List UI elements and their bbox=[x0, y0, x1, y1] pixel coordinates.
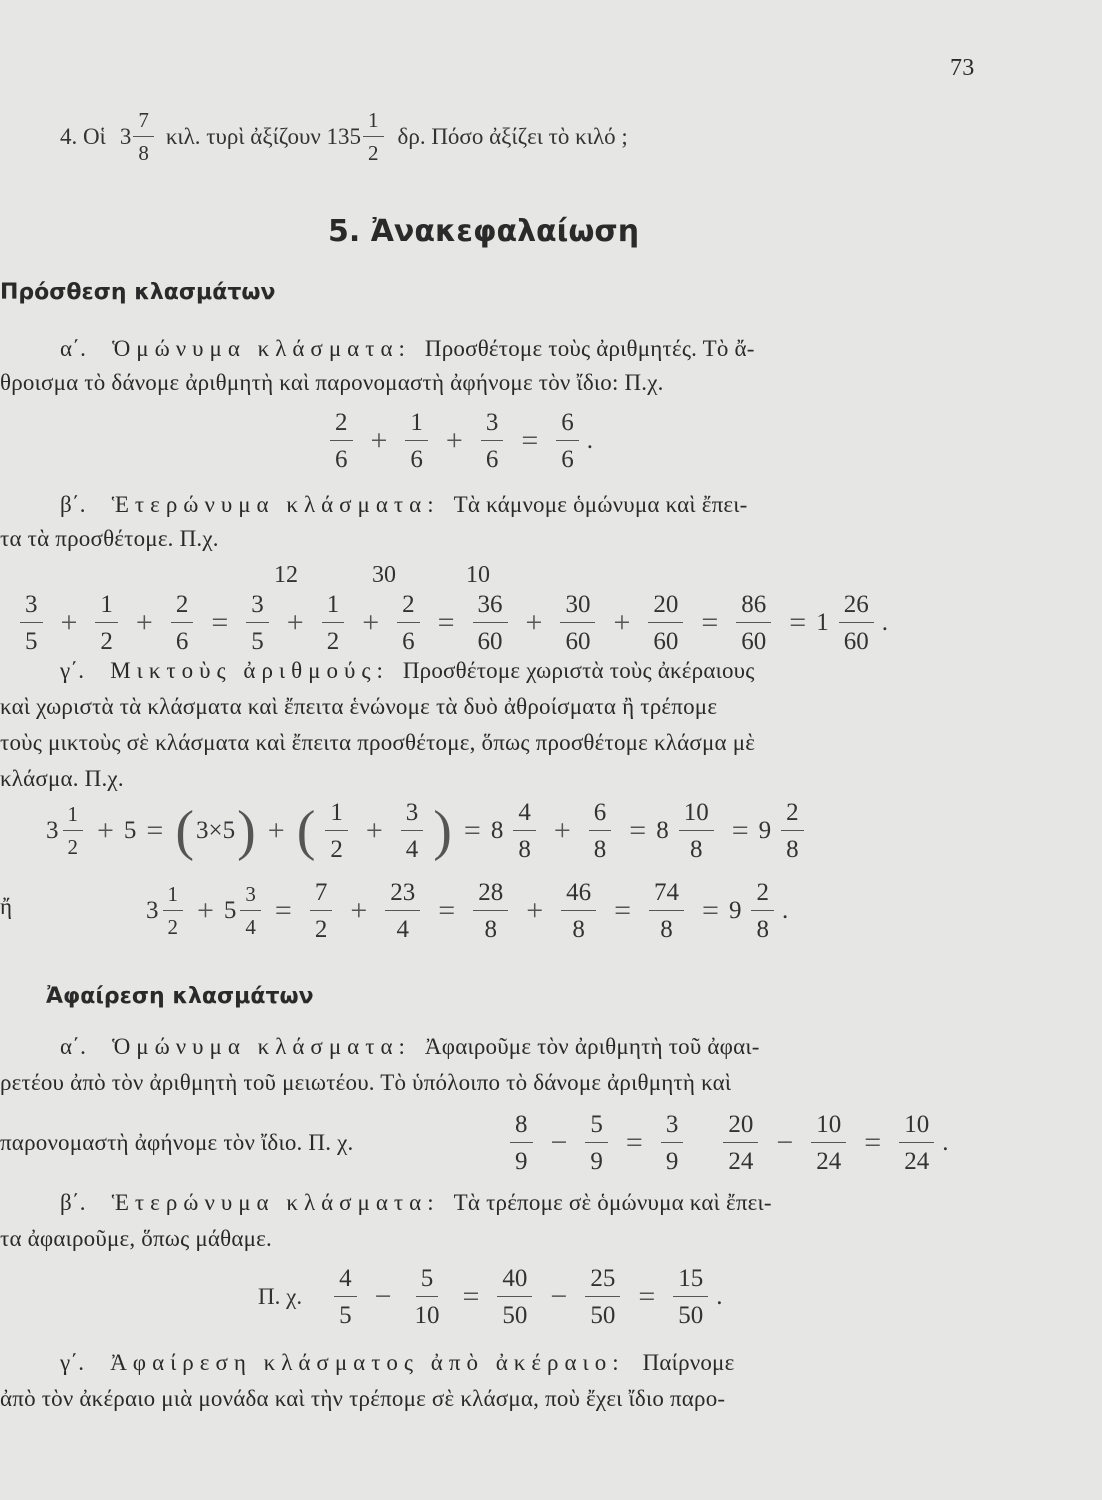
numerator: 26 bbox=[839, 592, 874, 623]
whole-number: 9 bbox=[758, 817, 772, 844]
numerator: 7 bbox=[133, 110, 154, 137]
denominator: 8 bbox=[138, 141, 149, 165]
equals-sign: = bbox=[625, 1126, 643, 1159]
subtraction-a-term: Ὁμώνυμα κλάσματα: bbox=[112, 1034, 411, 1059]
numerator: 86 bbox=[736, 592, 771, 623]
addition-b-label: β΄. bbox=[60, 492, 86, 517]
fraction bbox=[385, 880, 420, 942]
fraction bbox=[497, 1266, 532, 1328]
subtraction-heading: Ἀφαίρεση κλασμάτων bbox=[46, 984, 314, 1009]
addition-a-equation bbox=[322, 410, 593, 472]
addition-a-label: α΄. bbox=[60, 336, 87, 361]
fraction bbox=[839, 592, 874, 654]
denominator: 6 bbox=[175, 628, 189, 655]
plus-sign: + bbox=[286, 606, 304, 639]
denominator: 9 bbox=[590, 1148, 603, 1175]
plus-sign: + bbox=[553, 814, 571, 847]
addition-a-line1 bbox=[60, 336, 755, 362]
equals-sign: = bbox=[638, 1280, 656, 1313]
denominator: 6 bbox=[402, 628, 415, 655]
exercise-4-text: κιλ. τυρὶ ἀξίζουν 135 bbox=[165, 124, 361, 149]
denominator: 8 bbox=[593, 836, 607, 863]
subtraction-c-line2: ἀπὸ τὸν ἀκέραιο μιὰ μονάδα καὶ τὴν τρέπομε σὲ κλάσμα, ποὺ ἔχει ἴδιο παρο- bbox=[0, 1386, 726, 1411]
or-label: ἤ bbox=[0, 894, 13, 919]
minus-sign: − bbox=[776, 1126, 794, 1159]
numerator: 4 bbox=[334, 1266, 357, 1297]
denominator: 60 bbox=[565, 628, 591, 655]
denominator: 4 bbox=[245, 915, 256, 939]
addition-c-line2: καὶ χωριστὰ τὰ κλάσματα καὶ ἔπειτα ἑνώνομε τὰ δυὸ ἀθροίσματα ἢ τρέπομε bbox=[0, 694, 718, 719]
exercise-4-price-fraction bbox=[363, 110, 384, 164]
addition-a-line2: θροισμα τὸ δάνομε ἀριθμητὴ καὶ παρονομαστὴ ἀφήνομε τὸν ἴδιο: Π.χ. bbox=[0, 370, 664, 395]
plus-sign: + bbox=[135, 606, 153, 639]
denominator: 60 bbox=[477, 628, 503, 655]
fraction bbox=[556, 410, 579, 472]
subtraction-a-label: α΄. bbox=[60, 1034, 87, 1059]
fraction bbox=[246, 592, 269, 654]
numerator: 2 bbox=[330, 410, 353, 441]
subtraction-b-line1 bbox=[60, 1190, 772, 1216]
subtraction-b-equation bbox=[258, 1266, 723, 1328]
subtraction-b-term: Ἑτερώνυμα κλάσματα: bbox=[111, 1190, 440, 1215]
subtraction-c-label: γ΄. bbox=[60, 1350, 85, 1375]
equals-sign: = bbox=[521, 424, 539, 457]
fraction bbox=[473, 592, 508, 654]
product: 3×5 bbox=[196, 817, 236, 844]
equals-sign: = bbox=[629, 814, 647, 847]
addition-c-label: γ΄. bbox=[60, 658, 85, 683]
fraction bbox=[163, 884, 184, 938]
factor-30: 30 bbox=[372, 562, 396, 588]
addition-c-term: Μικτοὺς ἀριθμούς: bbox=[110, 658, 389, 683]
fraction bbox=[585, 1266, 620, 1328]
fraction bbox=[585, 1112, 608, 1174]
denominator: 50 bbox=[590, 1302, 616, 1329]
equals-sign: = bbox=[462, 1280, 480, 1313]
fraction bbox=[648, 592, 683, 654]
whole-number: 8 bbox=[656, 817, 669, 844]
fraction bbox=[405, 410, 428, 472]
denominator: 6 bbox=[410, 446, 423, 473]
addition-c-text: Προσθέτομε χωριστὰ τοὺς ἀκέραιους bbox=[402, 658, 755, 683]
minus-sign: − bbox=[550, 1126, 568, 1159]
subtraction-c-term: Ἀφαίρεση κλάσματος ἀπὸ ἀκέραιο: bbox=[110, 1350, 625, 1375]
equals-sign: = bbox=[702, 894, 719, 927]
subtraction-a-line1 bbox=[60, 1034, 760, 1060]
period: . bbox=[881, 609, 888, 636]
numerator: 46 bbox=[561, 880, 596, 911]
fraction bbox=[781, 800, 804, 862]
denominator: 10 bbox=[414, 1302, 440, 1329]
subtraction-a-equation bbox=[502, 1112, 948, 1174]
equals-sign: = bbox=[274, 894, 292, 927]
denominator: 5 bbox=[339, 1302, 352, 1329]
numerator: 5 bbox=[416, 1266, 439, 1297]
plus-sign: + bbox=[362, 606, 380, 639]
equals-sign: = bbox=[437, 606, 455, 639]
plus-sign: + bbox=[526, 894, 544, 927]
numerator: 1 bbox=[363, 110, 384, 137]
denominator: 2 bbox=[167, 915, 178, 939]
addition-c-line4: κλάσμα. Π.χ. bbox=[0, 766, 124, 791]
exercise-4-number: 4. Οἱ bbox=[60, 124, 106, 149]
fraction bbox=[330, 410, 353, 472]
fraction bbox=[510, 1112, 533, 1174]
fraction bbox=[20, 592, 43, 654]
fraction bbox=[661, 1112, 684, 1174]
denominator: 8 bbox=[518, 836, 531, 863]
numerator: 5 bbox=[585, 1112, 608, 1143]
denominator: 6 bbox=[485, 446, 499, 473]
addition-a-term: Ὁμώνυμα κλάσματα: bbox=[112, 336, 411, 361]
numerator: 1 bbox=[163, 884, 184, 911]
example-prefix: Π. χ. bbox=[258, 1284, 303, 1309]
fraction bbox=[63, 804, 84, 858]
addition-b-line1 bbox=[60, 492, 748, 518]
exercise-4-fraction bbox=[133, 110, 154, 164]
fraction bbox=[679, 800, 714, 862]
denominator: 24 bbox=[728, 1148, 754, 1175]
subtraction-c-text: Παίρνομε bbox=[642, 1350, 735, 1375]
fraction bbox=[95, 592, 118, 654]
numerator: 3 bbox=[661, 1112, 684, 1143]
subtraction-a-line2: ρετέου ἀπὸ τὸν ἀριθμητὴ τοῦ μειωτέου. Τὸ ὑπόλοιπο τὸ δάνομε ἀριθμητὴ καὶ bbox=[0, 1070, 732, 1095]
numerator: 36 bbox=[473, 592, 508, 623]
fraction bbox=[560, 592, 595, 654]
denominator: 6 bbox=[561, 446, 574, 473]
equals-sign: = bbox=[438, 894, 456, 927]
denominator: 60 bbox=[741, 628, 767, 655]
numerator: 20 bbox=[723, 1112, 758, 1143]
denominator: 8 bbox=[484, 916, 497, 943]
whole-number: 1 bbox=[816, 609, 829, 636]
addition-c-equation-2 bbox=[146, 880, 788, 942]
numerator: 2 bbox=[751, 880, 774, 911]
fraction bbox=[240, 884, 261, 938]
numerator: 10 bbox=[899, 1112, 934, 1143]
subtraction-a-line3: παρονομαστὴ ἀφήνομε τὸν ἴδιο. Π. χ. bbox=[0, 1130, 354, 1155]
plus-sign: + bbox=[613, 606, 631, 639]
denominator: 24 bbox=[816, 1148, 842, 1175]
numerator: 1 bbox=[95, 592, 118, 623]
numerator: 10 bbox=[811, 1112, 846, 1143]
fraction bbox=[322, 592, 345, 654]
denominator: 4 bbox=[396, 916, 410, 943]
numerator: 3 bbox=[481, 410, 504, 441]
fraction bbox=[723, 1112, 758, 1174]
numerator: 7 bbox=[310, 880, 333, 911]
exercise-4-question: δρ. Πόσο ἀξίζει τὸ κιλό ; bbox=[397, 124, 628, 149]
plus-sign: + bbox=[267, 814, 285, 847]
fraction bbox=[401, 800, 424, 862]
denominator: 2 bbox=[314, 916, 328, 943]
denominator: 8 bbox=[786, 836, 799, 863]
denominator: 6 bbox=[335, 446, 348, 473]
numerator: 2 bbox=[397, 592, 420, 623]
denominator: 8 bbox=[660, 916, 673, 943]
factor-10: 10 bbox=[466, 562, 490, 588]
denominator: 9 bbox=[665, 1148, 679, 1175]
right-paren: ) bbox=[433, 800, 452, 862]
denominator: 8 bbox=[756, 916, 769, 943]
addition-heading: Πρόσθεση κλασμάτων bbox=[0, 280, 276, 305]
fraction bbox=[397, 592, 420, 654]
numerator: 25 bbox=[585, 1266, 620, 1297]
denominator: 2 bbox=[100, 628, 113, 655]
numerator: 23 bbox=[385, 880, 420, 911]
minus-sign: − bbox=[374, 1280, 392, 1313]
equals-sign: = bbox=[463, 814, 481, 847]
numerator: 1 bbox=[322, 592, 345, 623]
plus-sign: + bbox=[60, 606, 78, 639]
left-paren: ( bbox=[296, 800, 316, 862]
denominator: 4 bbox=[405, 836, 419, 863]
fraction bbox=[649, 880, 684, 942]
fraction bbox=[334, 1266, 357, 1328]
plus-sign: + bbox=[197, 894, 214, 927]
denominator: 2 bbox=[368, 141, 379, 165]
numerator: 6 bbox=[589, 800, 612, 831]
numerator: 2 bbox=[171, 592, 194, 623]
denominator: 8 bbox=[572, 916, 585, 943]
addition-c-line3: τοὺς μικτοὺς σὲ κλάσματα καὶ ἔπειτα προσθέτομε, ὅπως προσθέτομε κλάσμα μὲ bbox=[0, 730, 756, 755]
numerator: 3 bbox=[240, 884, 261, 911]
fraction bbox=[473, 880, 508, 942]
whole-number: 5 bbox=[223, 897, 237, 924]
minus-sign: − bbox=[550, 1280, 568, 1313]
plus-sign: + bbox=[365, 814, 383, 847]
denominator: 2 bbox=[67, 835, 78, 859]
period: . bbox=[716, 1283, 723, 1310]
numerator: 2 bbox=[781, 800, 804, 831]
denominator: 8 bbox=[689, 836, 703, 863]
fraction bbox=[310, 880, 333, 942]
equals-sign: = bbox=[146, 814, 164, 847]
addition-c-equation-1 bbox=[46, 800, 812, 862]
equals-sign: = bbox=[211, 606, 229, 639]
denominator: 24 bbox=[904, 1148, 930, 1175]
plus-sign: + bbox=[525, 606, 543, 639]
whole-number: 8 bbox=[490, 817, 504, 844]
fraction bbox=[811, 1112, 846, 1174]
numerator: 1 bbox=[63, 804, 84, 831]
numerator: 8 bbox=[510, 1112, 533, 1143]
subtraction-b-text: Τὰ τρέπομε σὲ ὁμώνυμα καὶ ἔπει- bbox=[453, 1190, 772, 1215]
numerator: 74 bbox=[649, 880, 684, 911]
denominator: 5 bbox=[251, 628, 264, 655]
equals-sign: = bbox=[731, 814, 749, 847]
denominator: 2 bbox=[326, 628, 340, 655]
numerator: 3 bbox=[246, 592, 269, 623]
denominator: 50 bbox=[678, 1302, 704, 1329]
denominator: 60 bbox=[843, 628, 869, 655]
fraction bbox=[513, 800, 536, 862]
subtraction-b-label: β΄. bbox=[60, 1190, 86, 1215]
denominator: 60 bbox=[653, 628, 679, 655]
addition-b-term: Ἑτερώνυμα κλάσματα: bbox=[111, 492, 440, 517]
whole-number: 3 bbox=[146, 897, 159, 924]
whole-number: 5 bbox=[123, 817, 137, 844]
plus-sign: + bbox=[445, 424, 463, 457]
addition-b-line2: τα τὰ προσθέτομε. Π.χ. bbox=[0, 526, 219, 551]
numerator: 6 bbox=[556, 410, 579, 441]
exercise-4-whole: 3 bbox=[119, 124, 132, 149]
factor-12: 12 bbox=[274, 562, 298, 588]
section-title: 5. Ἀνακεφαλαίωση bbox=[328, 214, 640, 249]
equals-sign: = bbox=[864, 1126, 882, 1159]
fraction bbox=[751, 880, 774, 942]
numerator: 3 bbox=[401, 800, 424, 831]
period: . bbox=[586, 427, 594, 454]
page-number: 73 bbox=[950, 55, 975, 81]
fraction bbox=[171, 592, 194, 654]
denominator: 5 bbox=[25, 628, 38, 655]
denominator: 2 bbox=[330, 836, 343, 863]
numerator: 1 bbox=[405, 410, 428, 441]
denominator: 50 bbox=[502, 1302, 528, 1329]
numerator: 30 bbox=[560, 592, 595, 623]
period: . bbox=[781, 897, 789, 924]
numerator: 28 bbox=[473, 880, 508, 911]
addition-b-text: Τὰ κάμνομε ὁμώνυμα καὶ ἔπει- bbox=[453, 492, 748, 517]
whole-number: 9 bbox=[728, 897, 742, 924]
subtraction-a-text: Ἀφαιροῦμε τὸν ἀριθμητὴ τοῦ ἀφαι- bbox=[424, 1034, 760, 1059]
right-paren: ) bbox=[237, 800, 256, 862]
fraction bbox=[673, 1266, 708, 1328]
plus-sign: + bbox=[370, 424, 388, 457]
exercise-4 bbox=[60, 110, 628, 164]
subtraction-c-line1 bbox=[60, 1350, 734, 1376]
equals-sign: = bbox=[614, 894, 632, 927]
equals-sign: = bbox=[701, 606, 719, 639]
whole-number: 3 bbox=[46, 817, 59, 844]
fraction bbox=[410, 1266, 445, 1328]
numerator: 3 bbox=[20, 592, 43, 623]
numerator: 4 bbox=[513, 800, 536, 831]
subtraction-b-line2: τα ἀφαιροῦμε, ὅπως μάθαμε. bbox=[0, 1226, 272, 1251]
numerator: 1 bbox=[325, 800, 348, 831]
left-paren: ( bbox=[175, 800, 194, 862]
equals-sign: = bbox=[789, 606, 807, 639]
fraction bbox=[736, 592, 771, 654]
fraction bbox=[561, 880, 596, 942]
period: . bbox=[942, 1129, 949, 1156]
plus-sign: + bbox=[97, 814, 114, 847]
fraction bbox=[325, 800, 348, 862]
numerator: 10 bbox=[679, 800, 714, 831]
numerator: 40 bbox=[497, 1266, 532, 1297]
fraction bbox=[589, 800, 612, 862]
addition-c-line1 bbox=[60, 658, 755, 684]
numerator: 20 bbox=[648, 592, 683, 623]
plus-sign: + bbox=[350, 894, 368, 927]
addition-a-text: Προσθέτομε τοὺς ἀριθμητές. Τὸ ἄ- bbox=[424, 336, 755, 361]
denominator: 9 bbox=[515, 1148, 528, 1175]
fraction bbox=[481, 410, 504, 472]
numerator: 15 bbox=[673, 1266, 708, 1297]
addition-b-equation bbox=[12, 592, 888, 654]
fraction bbox=[899, 1112, 934, 1174]
